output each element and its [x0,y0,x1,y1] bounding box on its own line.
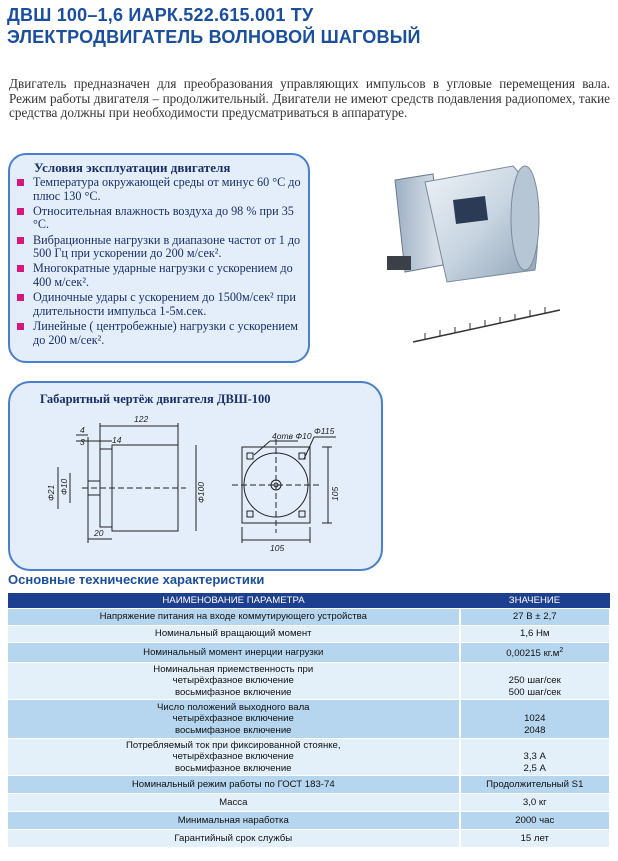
bullet-icon [17,265,24,272]
drawing-title: Габаритный чертёж двигателя ДВШ-100 [40,392,271,406]
condition-item: Одиночные удары с ускорением до 1500м/сек² при длительности импульса 1-5м.сек. [17,291,301,318]
dim-4: 4 [80,425,85,435]
dim-diam-115: Ф115 [314,426,335,436]
dim-3: 3 [80,437,85,447]
dim-105-horizontal: 105 [270,543,285,553]
table-row: Напряжение питания на входе коммутирующего устройства 27 В ± 2,7 [8,609,610,626]
dim-105-vertical: 105 [330,486,340,501]
table-row: Масса 3,0 кг [8,794,610,812]
inertia-value: 0,00215 $кг.м^2$ [506,647,564,660]
bullet-icon [17,294,24,301]
title-line-2: ЭЛЕКТРОДВИГАТЕЛЬ ВОЛНОВОЙ ШАГОВЫЙ [7,27,421,47]
conditions-title: Условия эксплуатации двигателя [34,160,231,175]
dim-holes: 4отв Ф10 [272,431,312,441]
dimension-drawing [10,383,381,569]
intro-paragraph: Двигатель предназначен для преобразования управляющих импульсов в угловые перемещения вала. Режим работы двигателя – продолжительный. Двигатели не имеют средств подавления радиопомех, такие средства должны при необходимости предусматриваться в аппаратуре. [9,76,610,120]
specs-title: Основные технические характеристики [8,572,265,587]
dim-diam-10: Ф10 [59,478,69,495]
bullet-icon [17,208,24,215]
table-row: Номинальный режим работы по ГОСТ 183-74 Продолжительный S1 [8,776,610,794]
condition-item: Вибрационные нагрузки в диапазоне частот от 1 до 500 Гц при ускорении до 200 м/сек². [17,234,301,261]
motor-photo [385,160,617,360]
col-header-value: ЗНАЧЕНИЕ [460,593,610,609]
dim-diam-21: Ф21 [46,484,56,501]
specs-table [7,593,610,848]
conditions-list [17,176,301,349]
table-row: Гарантийный срок службы 15 лет [8,830,610,848]
dim-14: 14 [112,435,122,445]
table-row: Потребляемый ток при фиксированной стоянке, четырёхфазное включение восьмифазное включение 3,3 А 2,5 А [8,739,610,776]
bullet-icon [17,323,24,330]
table-row: Номинальный вращающий момент 1,6 Нм [8,626,610,643]
condition-item: Относительная влажность воздуха до 98 % при 35 °С. [17,205,301,232]
conditions-panel [8,153,310,363]
condition-item: Линейные ( центробежные) нагрузки с ускорением до 200 м/сек². [17,320,301,347]
bullet-icon [17,237,24,244]
table-row: Число положений выходного вала четырёхфазное включение восьмифазное включение 1024 2048 [8,700,610,739]
title-line-1: ДВШ 100–1,6 ИАРК.522.615.001 ТУ [7,5,314,25]
col-header-name: НАИМЕНОВАНИЕ ПАРАМЕТРА [8,593,460,609]
dim-diam-100: Ф100 [196,482,206,503]
bullet-icon [17,179,24,186]
table-row: Номинальная приемственность при четырёхфазное включение восьмифазное включение 250 шаг/сек 500 шаг/сек [8,663,610,700]
drawing-panel [8,381,383,571]
table-row: Номинальный момент инерции нагрузки 0,00215 $кг.м^2$ [8,643,610,663]
page-title [7,4,607,48]
dim-122: 122 [134,414,149,424]
table-row: Минимальная наработка 2000 час [8,812,610,830]
condition-item: Многократные ударные нагрузки с ускорением до 400 м/сек². [17,262,301,289]
dim-20: 20 [94,528,104,538]
condition-item: Температура окружающей среды от минус 60 °С до плюс 130 °С. [17,176,301,203]
